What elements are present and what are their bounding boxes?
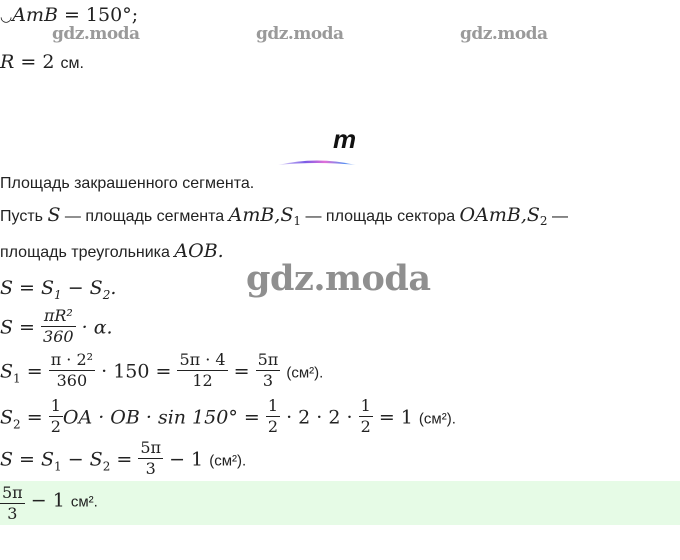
numerator: 1 bbox=[50, 398, 61, 415]
formula-text: − S bbox=[61, 277, 103, 299]
formula-line-1 bbox=[0, 277, 117, 302]
formula-text: = bbox=[233, 360, 250, 383]
intro-text: — bbox=[552, 208, 568, 225]
given-arc bbox=[0, 6, 138, 25]
given-radius bbox=[0, 53, 84, 72]
fraction bbox=[138, 440, 163, 479]
unit: (см²). bbox=[209, 452, 247, 470]
formula-line-4 bbox=[0, 398, 456, 438]
radius-unit: см. bbox=[60, 55, 84, 72]
formula-text: = bbox=[110, 448, 133, 471]
formula-text: − S bbox=[61, 448, 103, 471]
formula-line-3 bbox=[0, 352, 323, 392]
intro-text: — площадь сегмента bbox=[64, 208, 225, 225]
figure-label-m: m bbox=[333, 124, 357, 154]
formula-line-5 bbox=[0, 440, 246, 480]
numerator: 5π bbox=[140, 440, 162, 457]
intro-line-1 bbox=[0, 205, 568, 229]
formula-text: = 1 bbox=[378, 406, 413, 429]
formula-text: S bbox=[0, 360, 14, 383]
formula-text: − 1 bbox=[30, 489, 65, 512]
numerator: 1 bbox=[360, 398, 371, 415]
subscript: 1 bbox=[54, 287, 62, 302]
var-s1: S bbox=[280, 204, 294, 226]
answer-box bbox=[0, 481, 680, 525]
subscript: 2 bbox=[539, 214, 548, 229]
watermark: gdz.moda bbox=[256, 24, 344, 44]
fraction bbox=[49, 352, 95, 391]
unit: см². bbox=[70, 493, 98, 511]
fraction bbox=[177, 352, 227, 391]
denominator: 3 bbox=[7, 504, 18, 523]
subscript: 2 bbox=[13, 417, 21, 432]
denominator: 12 bbox=[192, 371, 213, 390]
denominator: 2 bbox=[360, 417, 371, 436]
denominator: 3 bbox=[262, 371, 274, 390]
var-amb: AmB, bbox=[228, 204, 281, 226]
fraction bbox=[359, 398, 373, 437]
radius-value: = 2 bbox=[20, 51, 55, 73]
var-aob: AOB. bbox=[174, 240, 224, 262]
formula-text: S = S bbox=[0, 277, 55, 299]
formula-text: · 150 = bbox=[101, 360, 172, 383]
var-s2: S bbox=[526, 204, 540, 226]
subscript: 1 bbox=[293, 214, 302, 229]
arc-symbol: ◡ bbox=[0, 9, 13, 25]
subscript: 1 bbox=[13, 371, 21, 386]
numerator: 1 bbox=[267, 398, 279, 415]
unit: (см²). bbox=[286, 364, 324, 382]
denominator: 360 bbox=[56, 371, 88, 390]
formula-text: = bbox=[26, 406, 43, 429]
formula-text: − 1 bbox=[169, 448, 204, 471]
fraction bbox=[41, 308, 76, 346]
problem-statement: Площадь закрашенного сегмента. bbox=[0, 175, 255, 192]
fraction bbox=[256, 352, 281, 391]
var-oamb: OAmB, bbox=[459, 204, 527, 226]
denominator: 2 bbox=[267, 417, 279, 436]
subscript: 1 bbox=[54, 459, 62, 474]
formula-text: S = bbox=[0, 316, 35, 339]
numerator: 5π · 4 bbox=[179, 352, 226, 369]
numerator: 5π bbox=[2, 483, 23, 502]
subscript: 2 bbox=[102, 459, 111, 474]
subscript: 2 bbox=[102, 287, 111, 302]
formula-text: · α. bbox=[81, 316, 113, 339]
formula-text: OA · OB · sin 150° = bbox=[62, 406, 260, 429]
figure-arc bbox=[278, 156, 356, 166]
formula-text: S = S bbox=[0, 448, 55, 471]
numerator: πR² bbox=[41, 308, 76, 327]
answer-formula bbox=[0, 481, 98, 525]
formula-line-2 bbox=[0, 308, 113, 346]
denominator: 360 bbox=[43, 327, 74, 346]
arc-value: = 150°; bbox=[63, 4, 139, 26]
formula-text: · 2 · 2 · bbox=[286, 406, 353, 429]
unit: (см²). bbox=[418, 410, 456, 428]
numerator: 5π bbox=[257, 352, 279, 369]
intro-text: — площадь сектора bbox=[305, 208, 456, 225]
denominator: 3 bbox=[145, 459, 156, 478]
intro-text: площадь треугольника bbox=[0, 244, 170, 261]
fraction bbox=[266, 398, 280, 437]
formula-text: = bbox=[26, 360, 43, 383]
intro-line-2 bbox=[0, 241, 224, 265]
numerator: π · 2² bbox=[50, 352, 94, 369]
watermark: gdz.moda bbox=[52, 24, 140, 44]
radius-var: R bbox=[0, 51, 15, 73]
var-s: S bbox=[47, 204, 61, 226]
watermark-large: gdz.moda bbox=[246, 258, 431, 299]
intro-text: Пусть bbox=[0, 208, 43, 225]
formula-text: S bbox=[0, 406, 14, 429]
watermark: gdz.moda bbox=[460, 24, 548, 44]
fraction bbox=[49, 398, 63, 437]
denominator: 2 bbox=[50, 417, 61, 436]
formula-text: . bbox=[110, 277, 117, 299]
fraction bbox=[0, 483, 25, 524]
arc-name: AmB bbox=[12, 4, 58, 26]
